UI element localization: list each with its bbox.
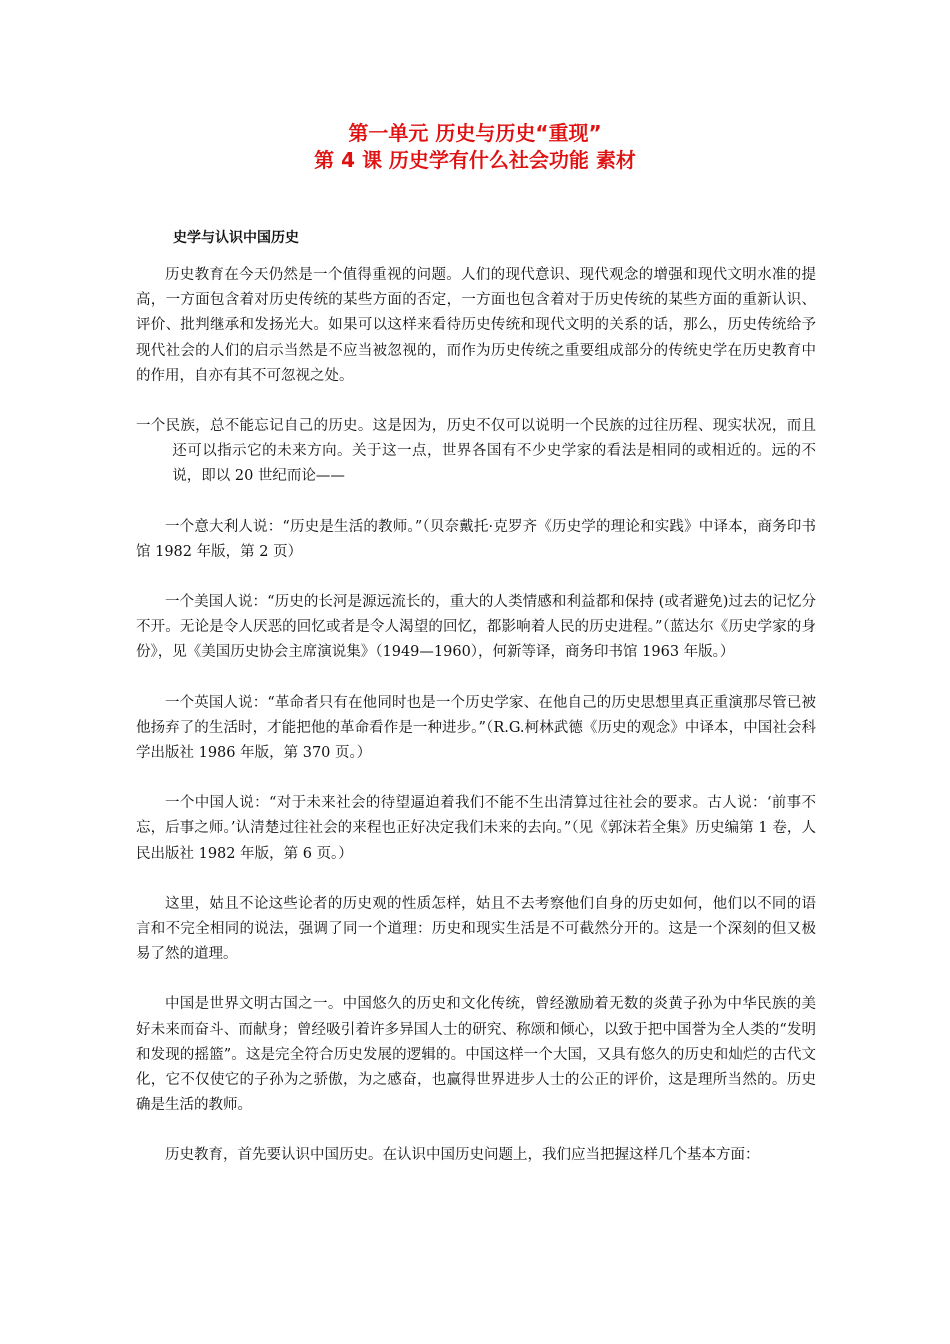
paragraph: 一个意大利人说：“历史是生活的教师。”（贝奈戴托·克罗齐《历史学的理论和实践》中译本，商务印书馆 1982 年版，第 2 页）	[136, 518, 816, 560]
paragraph: 一个美国人说：“历史的长河是源远流长的，重大的人类情感和利益都和保持 (或者避免)过去的记忆分不开。无论是令人厌恶的回忆或者是令人渴望的回忆，都影响着人民的历史进程。”（蓝达尔《历史学家的身份》，见《美国历史协会主席演说集》（1949—1960），何新等译，商务印书馆 1963 年版。）	[136, 594, 816, 661]
paragraph: 历史教育，首先要认识中国历史。在认识中国历史问题上，我们应当把握这样几个基本方面：	[165, 1147, 760, 1164]
paragraph: 一个中国人说：“对于未来社会的待望逼迫着我们不能不生出清算过往社会的要求。古人说：‘前事不忘，后事之师。’认清楚过往社会的来程也正好决定我们未来的去向。”（见《郭沫若全集》历史编第 1 卷，人民出版社 1982 年版，第 6 页。）	[136, 795, 816, 862]
paragraph: 这里，姑且不论这些论者的历史观的性质怎样，姑且不去考察他们自身的历史如何，他们以不同的语言和不完全相同的说法，强调了同一个道理：历史和现实生活是不可截然分开的。这是一个深刻的但又极易了然的道理。	[136, 895, 816, 963]
title-lesson-line: 第 4 课 历史学有什么社会功能 素材	[314, 148, 636, 172]
title-unit-line: 第一单元 历史与历史“重现”	[348, 121, 602, 145]
paragraph: 一个英国人说：“革命者只有在他同时也是一个历史学家、在他自己的历史思想里真正重演那尽管已被他扬弃了的生活时，才能把他的革命看作是一种进步。”（R.G.柯林武德《历史的观念》中译本，中国社会科学出版社 1986 年版，第 370 页。）	[136, 694, 816, 762]
paragraph: 历史教育在今天仍然是一个值得重视的问题。人们的现代意识、现代观念的增强和现代文明水准的提高，一方面包含着对历史传统的某些方面的否定，一方面也包含着对于历史传统的某些方面的重新认识、评价、批判继承和发扬光大。如果可以这样来看待历史传统和现代文明的关系的话，那么，历史传统给予现代社会的人们的启示当然是不应当被忽视的，而作为历史传统之重要组成部分的传统史学在历史教育中的作用，自亦有其不可忽视之处。	[136, 267, 816, 384]
section-heading: 史学与认识中国历史	[173, 230, 299, 246]
document-body	[136, 263, 816, 1194]
paragraph: 一个民族，总不能忘记自己的历史。这是因为，历史不仅可以说明一个民族的过往历程、现实状况，而且还可以指示它的未来方向。关于这一点，世界各国有不少史学家的看法是相同的或相近的。远的不说，即以 20 世纪而论——	[136, 418, 816, 485]
document-title	[0, 120, 950, 174]
paragraph: 中国是世界文明古国之一。中国悠久的历史和文化传统，曾经激励着无数的炎黄子孙为中华民族的美好未来而奋斗、而献身；曾经吸引着许多异国人士的研究、称颂和倾心，以致于把中国誉为全人类的“发明和发现的摇篮”。这是完全符合历史发展的逻辑的。中国这样一个大国，又具有悠久的历史和灿烂的古代文化，它不仅使它的子孙为之骄傲，为之感奋，也赢得世界进步人士的公正的评价，这是理所当然的。历史确是生活的教师。	[136, 996, 816, 1114]
